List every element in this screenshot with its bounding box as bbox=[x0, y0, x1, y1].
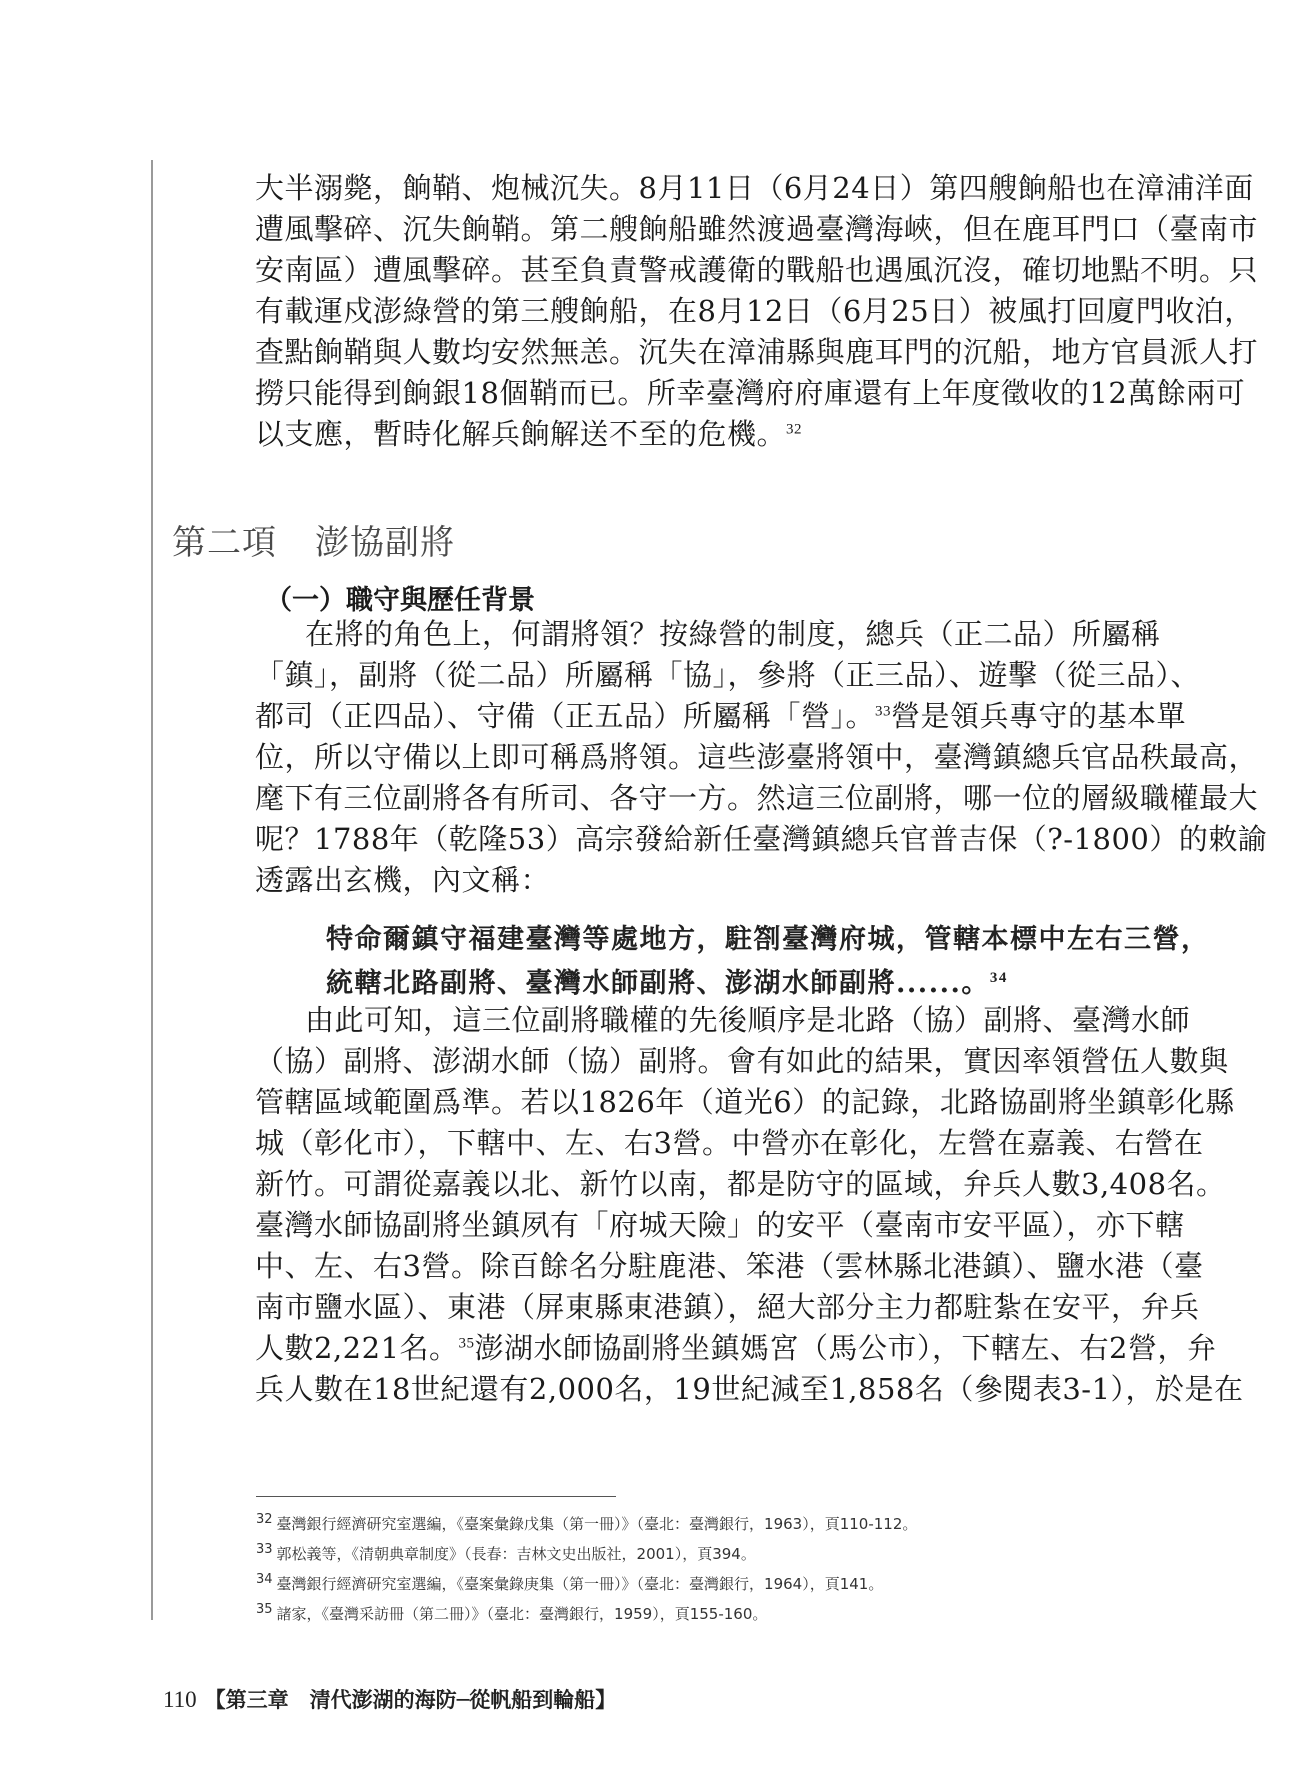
paragraph-line-text: 營是領兵專守的基本單 bbox=[891, 699, 1187, 733]
paragraph-line: 查點餉鞘與人數均安然無恙。沉失在漳浦縣與鹿耳門的沉船，地方官員派人打 bbox=[255, 335, 1259, 369]
paragraph-1 bbox=[255, 168, 1259, 455]
paragraph-line: 遭風擊碎、沉失餉鞘。第二艘餉船雖然渡過臺灣海峽，但在鹿耳門口（臺南市 bbox=[255, 212, 1259, 246]
footnote-text: 臺灣銀行經濟研究室選編，《臺案彙錄戊集（第一冊）》（臺北：臺灣銀行，1963），頁110-112。 bbox=[276, 1515, 918, 1533]
paragraph-2 bbox=[255, 614, 1268, 901]
paragraph-line: 大半溺斃，餉鞘、炮械沉失。8月11日（6月24日）第四艘餉船也在漳浦洋面 bbox=[255, 171, 1254, 205]
footnote-item bbox=[256, 1597, 1136, 1627]
footnote-divider bbox=[256, 1496, 616, 1497]
footnote-number: 32 bbox=[256, 1512, 273, 1527]
paragraph-line: 中、左、右3營。除百餘名分駐鹿港、笨港（雲林縣北港鎮）、鹽水港（臺 bbox=[255, 1249, 1204, 1283]
block-quote bbox=[326, 918, 1210, 1006]
footnote-ref-33[interactable]: 33 bbox=[875, 703, 892, 720]
subsection-heading: （一）職守與歷任背景 bbox=[265, 585, 535, 616]
footnote-ref-34[interactable]: 34 bbox=[989, 970, 1008, 986]
footnote-number: 34 bbox=[256, 1572, 273, 1587]
paragraph-line: 呢？1788年（乾隆53）高宗發給新任臺灣鎮總兵官普吉保（?-1800）的敕諭 bbox=[255, 822, 1268, 856]
paragraph-line-text: 澎湖水師協副將坐鎮媽宮（馬公市），下轄左、右2營，弁 bbox=[474, 1331, 1217, 1365]
paragraph-line-text: 人數2,221名。 bbox=[255, 1331, 459, 1365]
paragraph-line: 城（彰化市），下轄中、左、右3營。中營亦在彰化，左營在嘉義、右營在 bbox=[255, 1126, 1204, 1160]
footnotes bbox=[256, 1507, 1136, 1627]
footnote-text: 臺灣銀行經濟研究室選編，《臺案彙錄庚集（第一冊）》（臺北：臺灣銀行，1964），頁141。 bbox=[276, 1575, 884, 1593]
footnote-text: 諸家，《臺灣采訪冊（第二冊）》（臺北：臺灣銀行，1959），頁155-160。 bbox=[276, 1605, 768, 1623]
paragraph-line-text: 在將的角色上，何謂將領？按綠營的制度，總兵（正二品）所屬稱 bbox=[305, 617, 1161, 651]
paragraph-line: 位，所以守備以上即可稱爲將領。這些澎臺將領中，臺灣鎮總兵官品秩最高， bbox=[255, 740, 1259, 774]
paragraph-line bbox=[255, 1328, 1217, 1369]
section-number: 第二項 bbox=[172, 523, 277, 563]
paragraph-line: 撈只能得到餉銀18個鞘而已。所幸臺灣府府庫還有上年度徵收的12萬餘兩可 bbox=[255, 376, 1246, 410]
quote-line-text: 統轄北路副將、臺灣水師副將、澎湖水師副將......。 bbox=[326, 968, 990, 999]
paragraph-line: （協）副將、澎湖水師（協）副將。會有如此的結果，實因率領營伍人數與 bbox=[255, 1044, 1229, 1078]
page-number: 110 bbox=[163, 1687, 197, 1712]
footnote-number: 35 bbox=[256, 1602, 273, 1617]
paragraph-line-text: 都司（正四品）、守備（正五品）所屬稱「營」。 bbox=[255, 699, 876, 733]
paragraph-line: 管轄區域範圍爲準。若以1826年（道光6）的記錄，北路協副將坐鎮彰化縣 bbox=[255, 1085, 1235, 1119]
paragraph-line bbox=[255, 414, 1135, 455]
paragraph-line: 臺灣水師協副將坐鎮夙有「府城天險」的安平（臺南市安平區），亦下轄 bbox=[255, 1208, 1185, 1242]
footnote-ref-32[interactable]: 32 bbox=[786, 421, 803, 438]
paragraph-line: 麾下有三位副將各有所司、各守一方。然這三位副將，哪一位的層級職權最大 bbox=[255, 781, 1259, 815]
running-footer bbox=[163, 1684, 616, 1714]
paragraph-line bbox=[255, 614, 1161, 655]
paragraph-line-text: 以支應，暫時化解兵餉解送不至的危機。 bbox=[255, 417, 787, 451]
section-title: 澎協副將 bbox=[315, 523, 455, 563]
paragraph-line bbox=[255, 696, 1187, 737]
paragraph-line: 透露出玄機，內文稱： bbox=[255, 863, 551, 897]
footnote-item bbox=[256, 1507, 1136, 1537]
paragraph-line: 有載運戍澎綠營的第三艘餉船，在8月12日（6月25日）被風打回廈門收泊， bbox=[255, 294, 1254, 328]
paragraph-3 bbox=[255, 1000, 1244, 1410]
footnote-number: 33 bbox=[256, 1542, 273, 1557]
footnote-item bbox=[256, 1537, 1136, 1567]
paragraph-line: 兵人數在18世紀還有2,000名，19世紀減至1,858名（參閱表3-1），於是在 bbox=[255, 1372, 1244, 1406]
paragraph-line: 「鎮」，副將（從二品）所屬稱「協」，參將（正三品）、遊擊（從三品）、 bbox=[255, 658, 1201, 692]
paragraph-line: 南市鹽水區）、東港（屏東縣東港鎮），絕大部分主力都駐紮在安平，弁兵 bbox=[255, 1290, 1200, 1324]
footnote-text: 郭松義等，《清朝典章制度》（長春：吉林文史出版社，2001），頁394。 bbox=[276, 1545, 756, 1563]
paragraph-line bbox=[255, 1000, 1191, 1041]
chapter-title: 【第三章 清代澎湖的海防─從帆船到輪船】 bbox=[204, 1687, 617, 1712]
section-heading bbox=[172, 515, 455, 564]
paragraph-line: 安南區）遭風擊碎。甚至負責警戒護衛的戰船也遇風沉沒，確切地點不明。只 bbox=[255, 253, 1259, 287]
quote-line: 特命爾鎮守福建臺灣等處地方，駐劄臺灣府城，管轄本標中左右三營， bbox=[326, 924, 1210, 955]
paragraph-line: 新竹。可謂從嘉義以北、新竹以南，都是防守的區域，弁兵人數3,408名。 bbox=[255, 1167, 1226, 1201]
footnote-ref-35[interactable]: 35 bbox=[458, 1335, 475, 1352]
left-margin-rule bbox=[151, 160, 153, 1620]
paragraph-line-text: 由此可知，這三位副將職權的先後順序是北路（協）副將、臺灣水師 bbox=[305, 1003, 1191, 1037]
footnote-item bbox=[256, 1567, 1136, 1597]
